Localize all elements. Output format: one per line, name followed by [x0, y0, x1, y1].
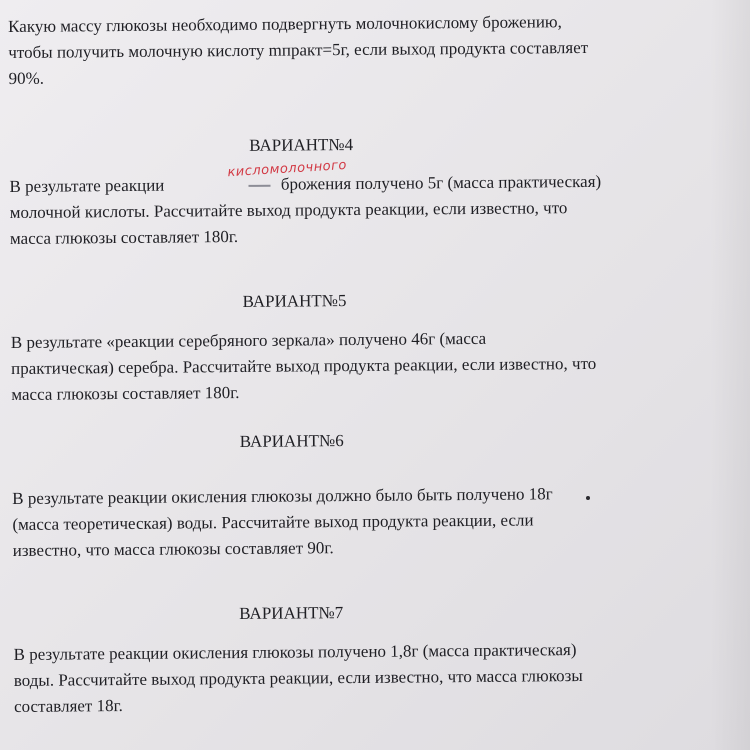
variant-line: известно, что масса глюкозы составляет 90г. [12, 538, 334, 560]
variant-line-end: брожения получено 5г (масса практическая) [280, 171, 602, 194]
variant-line: (масса теоретическая) воды. Рассчитайте выход продукта реакции, если [12, 510, 534, 534]
task-line: Какую массу глюкозы необходимо подвергнуть молочнокислому брожению, [8, 12, 562, 36]
task-line: 90%. [8, 68, 45, 88]
handwritten-annotation: кисломолочного [227, 157, 348, 181]
variant-line: воды. Рассчитайте выход продукта реакции, если известно, что масса глюкозы [13, 666, 583, 690]
variant-4 [9, 130, 750, 252]
variant-line: масса глюкозы составляет 180г. [11, 382, 240, 404]
variant-line: масса глюкозы составляет 180г. [9, 227, 239, 248]
variant-title: ВАРИАНТ№6 [239, 431, 344, 451]
variant-5 [10, 286, 750, 408]
task-statement [8, 8, 749, 92]
variant-7 [13, 598, 750, 720]
ink-dot [586, 496, 590, 500]
variant-title: ВАРИАНТ№4 [249, 134, 354, 155]
variant-line: молочной кислоты. Рассчитайте выход продукта реакции, если известно, что [9, 198, 568, 222]
variant-line: В результате реакции окисления глюкозы получено 1,8г (масса практическая) [13, 640, 577, 664]
blank-space [169, 178, 277, 195]
variant-title: ВАРИАНТ№7 [239, 603, 344, 624]
dash-mark [249, 185, 271, 187]
variant-line-start: В результате реакции [9, 175, 165, 196]
variant-line: практическая) серебра. Рассчитайте выход продукта реакции, если известно, что [11, 353, 597, 378]
variant-line: составляет 18г. [13, 696, 123, 716]
task-line: чтобы получить молочную кислоту mпракт=5г, если выход продукта составляет [8, 37, 589, 62]
variant-6 [12, 426, 750, 564]
variant-line: В результате реакции окисления глюкозы должно было быть получено 18г [12, 484, 553, 508]
document-content [8, 8, 750, 720]
variant-title: ВАРИАНТ№5 [242, 291, 347, 311]
variant-line: В результате «реакции серебряного зеркала» получено 46г (масса [10, 328, 487, 352]
